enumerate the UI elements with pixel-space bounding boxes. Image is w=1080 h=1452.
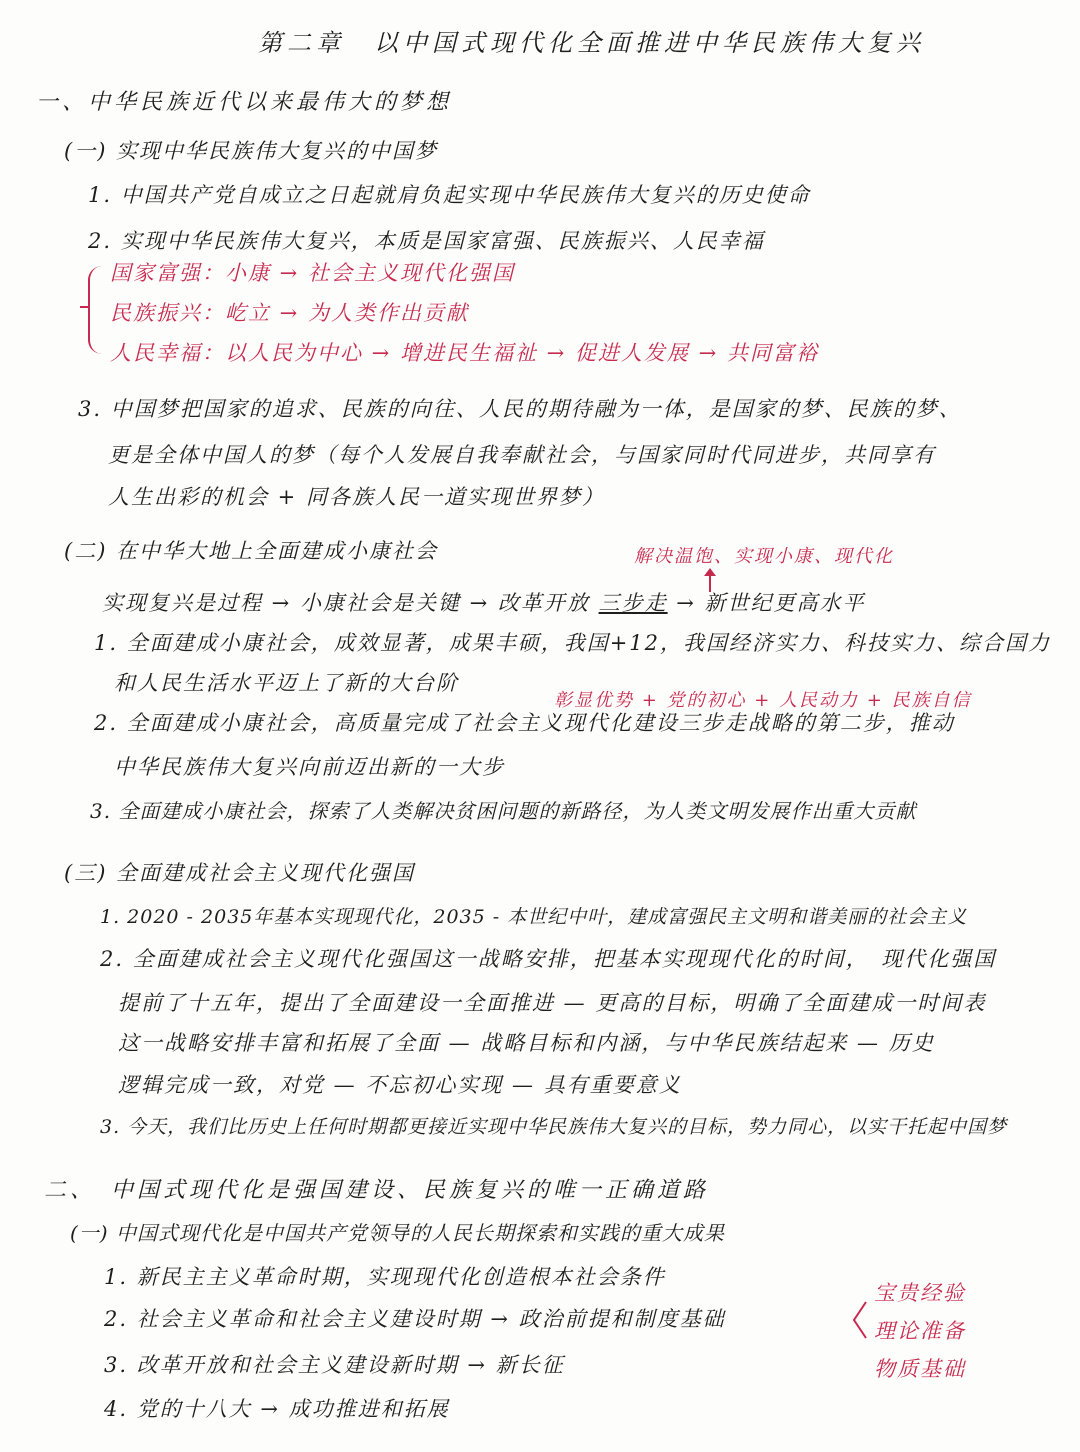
annotation-people-happiness: 人民幸福：以人民为中心 → 增进民生福祉 → 促进人发展 → 共同富裕	[110, 341, 819, 365]
sub3-point-3: 3. 今天，我们比历史上任何时期都更接近实现中华民族伟大复兴的目标，势力同心，以实干托起中国梦	[100, 1116, 1008, 1138]
sub2-flow-three-steps: 三步走	[598, 591, 668, 615]
annotation-material-basis: 物质基础	[874, 1357, 966, 1381]
sub2-flow	[102, 588, 866, 618]
sub2-flow-part-a: 实现复兴是过程 → 小康社会是关键 → 改革开放	[102, 591, 590, 615]
sub2-flow-part-c: → 新世纪更高水平	[676, 591, 866, 615]
sub1-point-2: 2. 实现中华民族伟大复兴，本质是国家富强、民族振兴、人民幸福	[88, 229, 765, 253]
sub2-point-2-line-b: 中华民族伟大复兴向前迈出新的一大步	[114, 755, 505, 779]
sub3-point-2-line-b: 提前了十五年，提出了全面建设一全面推进 — 更高的目标，明确了全面建成一时间表	[118, 991, 987, 1015]
section2-point-4: 4. 党的十八大 → 成功推进和拓展	[104, 1397, 450, 1421]
sub3-point-2-line-c: 这一战略安排丰富和拓展了全面 — 战略目标和内涵，与中华民族结起来 — 历史	[118, 1031, 935, 1055]
annotation-brace	[88, 266, 102, 354]
sub3-point-1: 1. 2020 - 2035年基本实现现代化，2035 - 本世纪中叶，建成富强民主文明和谐美丽的社会主义	[100, 906, 968, 928]
sub1-point-3-line-a: 3. 中国梦把国家的追求、民族的向往、人民的期待融为一体，是国家的梦、民族的梦、	[78, 397, 962, 421]
sub1-heading: (一) 实现中华民族伟大复兴的中国梦	[64, 139, 439, 163]
annotation-side-bracket	[850, 1300, 868, 1340]
annotation-significance: 彰显优势 + 党的初心 + 人民动力 + 民族自信	[554, 690, 972, 711]
annotation-three-steps: 解决温饱、实现小康、现代化	[634, 546, 894, 567]
sub2-point-2-line-a: 2. 全面建成小康社会，高质量完成了社会主义现代化建设三步走战略的第二步，推动	[94, 711, 955, 735]
annotation-national-prosperity: 国家富强：小康 → 社会主义现代化强国	[110, 261, 515, 285]
sub2-point-1-line-b: 和人民生活水平迈上了新的大台阶	[114, 671, 459, 695]
chapter-title: 第二章 以中国式现代化全面推进中华民族伟大复兴	[258, 29, 925, 57]
sub3-heading: (三) 全面建成社会主义现代化强国	[64, 861, 416, 885]
sub1-point-1: 1. 中国共产党自成立之日起就肩负起实现中华民族伟大复兴的历史使命	[88, 183, 811, 207]
sub2-point-3: 3. 全面建成小康社会，探索了人类解决贫困问题的新路径，为人类文明发展作出重大贡献	[90, 799, 917, 823]
sub3-point-2-line-d: 逻辑完成一致，对党 — 不忘初心实现 — 具有重要意义	[118, 1073, 682, 1097]
section2-point-3: 3. 改革开放和社会主义建设新时期 → 新长征	[104, 1353, 565, 1377]
sub1-point-3-line-c: 人生出彩的机会 + 同各族人民一道实现世界梦）	[108, 485, 605, 509]
sub2-point-1-line-a: 1. 全面建成小康社会，成效显著，成果丰硕，我国+12，我国经济实力、科技实力、综合国力	[94, 631, 1052, 655]
section2-sub1-heading: (一) 中国式现代化是中国共产党领导的人民长期探索和实践的重大成果	[70, 1221, 725, 1245]
sub2-heading: (二) 在中华大地上全面建成小康社会	[64, 539, 439, 563]
annotation-national-rejuvenation: 民族振兴：屹立 → 为人类作出贡献	[110, 301, 469, 325]
section2-point-2: 2. 社会主义革命和社会主义建设时期 → 政治前提和制度基础	[104, 1307, 726, 1331]
annotation-valuable-experience: 宝贵经验	[874, 1281, 966, 1305]
sub1-point-3-line-b: 更是全体中国人的梦（每个人发展自我奉献社会，与国家同时代同进步，共同享有	[108, 443, 936, 467]
annotation-theory-preparation: 理论准备	[874, 1319, 966, 1343]
section1-heading: 一、中华民族近代以来最伟大的梦想	[36, 90, 453, 115]
sub3-point-2-line-a: 2. 全面建成社会主义现代化强国这一战略安排，把基本实现现代化的时间， 现代化强国	[100, 947, 997, 971]
section2-point-1: 1. 新民主主义革命时期，实现现代化创造根本社会条件	[104, 1265, 666, 1289]
section2-heading: 二、 中国式现代化是强国建设、民族复兴的唯一正确道路	[44, 1178, 710, 1203]
